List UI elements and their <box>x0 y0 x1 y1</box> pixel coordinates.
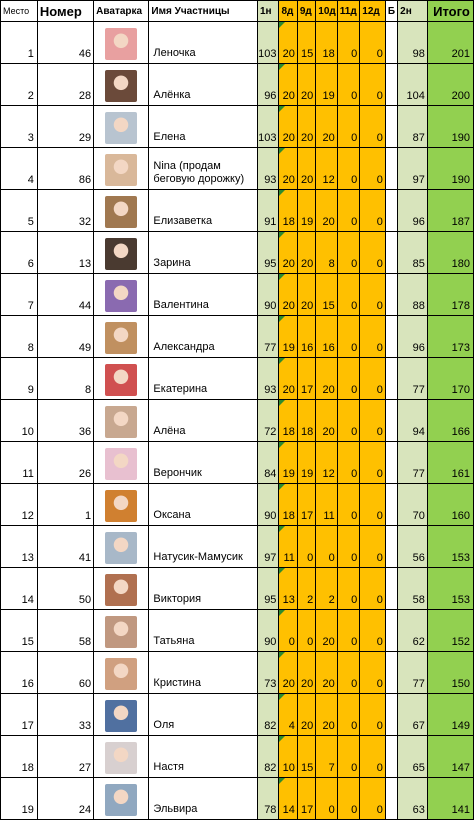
header-place: Место <box>1 1 38 22</box>
cell-bonus <box>385 610 397 652</box>
cell-week2: 77 <box>398 358 428 400</box>
cell-day8: 10 <box>279 736 297 778</box>
cell-week2: 88 <box>398 274 428 316</box>
cell-week2: 58 <box>398 568 428 610</box>
cell-day11: 0 <box>337 400 360 442</box>
cell-week2: 67 <box>398 694 428 736</box>
header-name: Имя Участницы <box>149 1 258 22</box>
cell-bonus <box>385 22 397 64</box>
cell-name: Зарина <box>149 232 258 274</box>
cell-total: 161 <box>427 442 473 484</box>
cell-day11: 0 <box>337 484 360 526</box>
cell-bonus <box>385 400 397 442</box>
cell-total: 190 <box>427 148 473 190</box>
cell-day10: 0 <box>316 526 338 568</box>
cell-day10: 20 <box>316 106 338 148</box>
table-row <box>1 148 474 190</box>
cell-day12: 0 <box>360 316 386 358</box>
cell-week2: 77 <box>398 442 428 484</box>
cell-week1: 93 <box>257 358 279 400</box>
header-row <box>1 1 474 22</box>
cell-day10: 2 <box>316 568 338 610</box>
cell-week1: 90 <box>257 484 279 526</box>
cell-day9: 15 <box>297 22 315 64</box>
cell-day12: 0 <box>360 442 386 484</box>
cell-total: 201 <box>427 22 473 64</box>
cell-week2: 98 <box>398 22 428 64</box>
cell-number: 26 <box>37 442 93 484</box>
table-row <box>1 442 474 484</box>
cell-day9: 0 <box>297 610 315 652</box>
cell-day10: 0 <box>316 778 338 820</box>
cell-day8: 18 <box>279 400 297 442</box>
cell-day11: 0 <box>337 22 360 64</box>
cell-day10: 20 <box>316 652 338 694</box>
cell-bonus <box>385 694 397 736</box>
table-row <box>1 568 474 610</box>
cell-avatar <box>94 610 149 652</box>
cell-day11: 0 <box>337 442 360 484</box>
table-row <box>1 358 474 400</box>
header-week1: 1н <box>257 1 279 22</box>
cell-name: Кристина <box>149 652 258 694</box>
avatar-image <box>105 154 137 186</box>
cell-avatar <box>94 190 149 232</box>
cell-day12: 0 <box>360 694 386 736</box>
avatar-image <box>105 448 137 480</box>
cell-day9: 20 <box>297 274 315 316</box>
avatar-image <box>105 70 137 102</box>
cell-day12: 0 <box>360 526 386 568</box>
cell-day8: 20 <box>279 652 297 694</box>
cell-avatar <box>94 778 149 820</box>
cell-bonus <box>385 736 397 778</box>
cell-day12: 0 <box>360 274 386 316</box>
cell-place: 3 <box>1 106 38 148</box>
cell-week1: 91 <box>257 190 279 232</box>
cell-total: 141 <box>427 778 473 820</box>
cell-bonus <box>385 232 397 274</box>
cell-bonus <box>385 316 397 358</box>
cell-day12: 0 <box>360 22 386 64</box>
cell-avatar <box>94 526 149 568</box>
cell-name: Елена <box>149 106 258 148</box>
table-row <box>1 652 474 694</box>
cell-day11: 0 <box>337 736 360 778</box>
cell-day11: 0 <box>337 274 360 316</box>
cell-place: 2 <box>1 64 38 106</box>
cell-day8: 19 <box>279 442 297 484</box>
cell-bonus <box>385 442 397 484</box>
cell-avatar <box>94 694 149 736</box>
cell-week2: 56 <box>398 526 428 568</box>
cell-bonus <box>385 106 397 148</box>
cell-day11: 0 <box>337 610 360 652</box>
cell-day10: 12 <box>316 442 338 484</box>
cell-week1: 95 <box>257 232 279 274</box>
cell-week1: 73 <box>257 652 279 694</box>
cell-name: Верончик <box>149 442 258 484</box>
cell-day9: 17 <box>297 484 315 526</box>
cell-total: 190 <box>427 106 473 148</box>
cell-day9: 20 <box>297 232 315 274</box>
table-row <box>1 316 474 358</box>
cell-number: 28 <box>37 64 93 106</box>
cell-week2: 85 <box>398 232 428 274</box>
cell-day11: 0 <box>337 190 360 232</box>
cell-name: Алёна <box>149 400 258 442</box>
cell-day10: 18 <box>316 22 338 64</box>
avatar-image <box>105 574 137 606</box>
cell-name: Nina (продам беговую дорожку) <box>149 148 258 190</box>
cell-avatar <box>94 274 149 316</box>
cell-day10: 20 <box>316 610 338 652</box>
cell-day8: 20 <box>279 106 297 148</box>
cell-number: 29 <box>37 106 93 148</box>
cell-day12: 0 <box>360 778 386 820</box>
cell-day9: 0 <box>297 526 315 568</box>
cell-day10: 20 <box>316 694 338 736</box>
cell-number: 86 <box>37 148 93 190</box>
cell-day12: 0 <box>360 148 386 190</box>
cell-total: 150 <box>427 652 473 694</box>
cell-name: Татьяна <box>149 610 258 652</box>
avatar-image <box>105 28 137 60</box>
table-row <box>1 190 474 232</box>
cell-avatar <box>94 232 149 274</box>
cell-name: Настя <box>149 736 258 778</box>
cell-day9: 20 <box>297 106 315 148</box>
cell-total: 160 <box>427 484 473 526</box>
cell-bonus <box>385 568 397 610</box>
cell-number: 50 <box>37 568 93 610</box>
cell-avatar <box>94 484 149 526</box>
cell-total: 173 <box>427 316 473 358</box>
cell-number: 27 <box>37 736 93 778</box>
cell-day9: 2 <box>297 568 315 610</box>
header-week2: 2н <box>398 1 428 22</box>
cell-total: 147 <box>427 736 473 778</box>
cell-week1: 96 <box>257 64 279 106</box>
cell-place: 12 <box>1 484 38 526</box>
cell-place: 19 <box>1 778 38 820</box>
cell-day8: 20 <box>279 148 297 190</box>
cell-day9: 20 <box>297 652 315 694</box>
cell-place: 16 <box>1 652 38 694</box>
cell-day12: 0 <box>360 232 386 274</box>
cell-day11: 0 <box>337 526 360 568</box>
avatar-image <box>105 658 137 690</box>
cell-day10: 15 <box>316 274 338 316</box>
table-row <box>1 274 474 316</box>
cell-number: 24 <box>37 778 93 820</box>
cell-bonus <box>385 358 397 400</box>
header-avatar: Аватарка <box>94 1 149 22</box>
cell-name: Эльвира <box>149 778 258 820</box>
cell-week1: 103 <box>257 106 279 148</box>
header-number: Номер <box>37 1 93 22</box>
cell-place: 11 <box>1 442 38 484</box>
cell-week1: 95 <box>257 568 279 610</box>
cell-day11: 0 <box>337 148 360 190</box>
cell-day12: 0 <box>360 568 386 610</box>
cell-number: 41 <box>37 526 93 568</box>
cell-day12: 0 <box>360 736 386 778</box>
cell-place: 7 <box>1 274 38 316</box>
cell-day9: 19 <box>297 442 315 484</box>
avatar-image <box>105 784 137 816</box>
cell-day10: 12 <box>316 148 338 190</box>
cell-place: 10 <box>1 400 38 442</box>
cell-bonus <box>385 484 397 526</box>
cell-week2: 87 <box>398 106 428 148</box>
cell-day11: 0 <box>337 316 360 358</box>
cell-day10: 20 <box>316 190 338 232</box>
cell-week2: 70 <box>398 484 428 526</box>
cell-total: 166 <box>427 400 473 442</box>
cell-day9: 16 <box>297 316 315 358</box>
cell-day11: 0 <box>337 232 360 274</box>
cell-day8: 20 <box>279 64 297 106</box>
cell-total: 170 <box>427 358 473 400</box>
cell-day8: 11 <box>279 526 297 568</box>
table-row <box>1 484 474 526</box>
avatar-image <box>105 406 137 438</box>
cell-total: 153 <box>427 526 473 568</box>
cell-week2: 94 <box>398 400 428 442</box>
cell-week1: 97 <box>257 526 279 568</box>
table-row <box>1 526 474 568</box>
cell-week1: 82 <box>257 736 279 778</box>
cell-bonus <box>385 148 397 190</box>
cell-day9: 17 <box>297 358 315 400</box>
table-row <box>1 778 474 820</box>
cell-week1: 77 <box>257 316 279 358</box>
cell-name: Валентина <box>149 274 258 316</box>
header-total: Итого <box>427 1 473 22</box>
avatar-image <box>105 742 137 774</box>
cell-place: 4 <box>1 148 38 190</box>
cell-day11: 0 <box>337 358 360 400</box>
cell-avatar <box>94 652 149 694</box>
cell-day10: 16 <box>316 316 338 358</box>
header-day11: 11д <box>337 1 360 22</box>
cell-place: 15 <box>1 610 38 652</box>
cell-bonus <box>385 526 397 568</box>
cell-name: Виктория <box>149 568 258 610</box>
cell-day12: 0 <box>360 484 386 526</box>
cell-day11: 0 <box>337 106 360 148</box>
header-day9: 9д <box>297 1 315 22</box>
cell-avatar <box>94 64 149 106</box>
table-row <box>1 232 474 274</box>
cell-avatar <box>94 358 149 400</box>
cell-bonus <box>385 778 397 820</box>
cell-place: 1 <box>1 22 38 64</box>
avatar-image <box>105 616 137 648</box>
cell-day9: 18 <box>297 400 315 442</box>
cell-week2: 62 <box>398 610 428 652</box>
cell-day8: 0 <box>279 610 297 652</box>
cell-number: 58 <box>37 610 93 652</box>
header-day10: 10д <box>316 1 338 22</box>
cell-day10: 8 <box>316 232 338 274</box>
avatar-image <box>105 238 137 270</box>
cell-day10: 20 <box>316 400 338 442</box>
cell-place: 9 <box>1 358 38 400</box>
cell-number: 49 <box>37 316 93 358</box>
cell-bonus <box>385 652 397 694</box>
table-row <box>1 400 474 442</box>
cell-avatar <box>94 736 149 778</box>
cell-day8: 19 <box>279 316 297 358</box>
cell-week2: 65 <box>398 736 428 778</box>
cell-week1: 78 <box>257 778 279 820</box>
table-row <box>1 64 474 106</box>
header-day8: 8д <box>279 1 297 22</box>
cell-week1: 82 <box>257 694 279 736</box>
cell-day9: 20 <box>297 148 315 190</box>
cell-day8: 20 <box>279 232 297 274</box>
cell-number: 46 <box>37 22 93 64</box>
avatar-image <box>105 532 137 564</box>
cell-day9: 17 <box>297 778 315 820</box>
cell-name: Оля <box>149 694 258 736</box>
cell-week1: 72 <box>257 400 279 442</box>
cell-day11: 0 <box>337 694 360 736</box>
cell-day8: 20 <box>279 22 297 64</box>
cell-week2: 104 <box>398 64 428 106</box>
header-day12: 12д <box>360 1 386 22</box>
cell-day8: 20 <box>279 358 297 400</box>
cell-day9: 15 <box>297 736 315 778</box>
cell-number: 32 <box>37 190 93 232</box>
cell-day11: 0 <box>337 64 360 106</box>
cell-place: 17 <box>1 694 38 736</box>
cell-number: 8 <box>37 358 93 400</box>
avatar-image <box>105 112 137 144</box>
cell-day12: 0 <box>360 190 386 232</box>
table-row <box>1 736 474 778</box>
cell-place: 6 <box>1 232 38 274</box>
avatar-image <box>105 700 137 732</box>
cell-number: 60 <box>37 652 93 694</box>
cell-week1: 93 <box>257 148 279 190</box>
cell-day8: 20 <box>279 274 297 316</box>
table-row <box>1 106 474 148</box>
cell-day12: 0 <box>360 652 386 694</box>
cell-week2: 96 <box>398 190 428 232</box>
cell-name: Оксана <box>149 484 258 526</box>
cell-day12: 0 <box>360 106 386 148</box>
cell-number: 1 <box>37 484 93 526</box>
avatar-image <box>105 364 137 396</box>
cell-day8: 13 <box>279 568 297 610</box>
cell-day10: 19 <box>316 64 338 106</box>
cell-place: 18 <box>1 736 38 778</box>
cell-day8: 4 <box>279 694 297 736</box>
cell-name: Леночка <box>149 22 258 64</box>
cell-day8: 18 <box>279 484 297 526</box>
table-row <box>1 22 474 64</box>
avatar-image <box>105 196 137 228</box>
cell-avatar <box>94 148 149 190</box>
cell-day10: 20 <box>316 358 338 400</box>
cell-avatar <box>94 22 149 64</box>
cell-total: 153 <box>427 568 473 610</box>
cell-bonus <box>385 274 397 316</box>
table-row <box>1 610 474 652</box>
cell-avatar <box>94 316 149 358</box>
cell-total: 149 <box>427 694 473 736</box>
cell-day11: 0 <box>337 778 360 820</box>
cell-place: 14 <box>1 568 38 610</box>
cell-avatar <box>94 106 149 148</box>
cell-number: 44 <box>37 274 93 316</box>
cell-week1: 84 <box>257 442 279 484</box>
cell-place: 5 <box>1 190 38 232</box>
cell-day12: 0 <box>360 610 386 652</box>
avatar-image <box>105 490 137 522</box>
cell-week1: 90 <box>257 274 279 316</box>
avatar-image <box>105 280 137 312</box>
cell-bonus <box>385 190 397 232</box>
cell-name: Екатерина <box>149 358 258 400</box>
avatar-image <box>105 322 137 354</box>
cell-day10: 7 <box>316 736 338 778</box>
cell-week1: 103 <box>257 22 279 64</box>
cell-name: Александра <box>149 316 258 358</box>
cell-day9: 20 <box>297 64 315 106</box>
cell-name: Елизаветка <box>149 190 258 232</box>
cell-week2: 97 <box>398 148 428 190</box>
cell-week2: 96 <box>398 316 428 358</box>
cell-day9: 20 <box>297 694 315 736</box>
cell-day12: 0 <box>360 400 386 442</box>
cell-total: 200 <box>427 64 473 106</box>
table-row <box>1 694 474 736</box>
header-bonus: Б <box>385 1 397 22</box>
cell-day9: 19 <box>297 190 315 232</box>
cell-total: 180 <box>427 232 473 274</box>
cell-day11: 0 <box>337 568 360 610</box>
cell-week2: 77 <box>398 652 428 694</box>
cell-week2: 63 <box>398 778 428 820</box>
cell-number: 33 <box>37 694 93 736</box>
cell-avatar <box>94 400 149 442</box>
cell-bonus <box>385 64 397 106</box>
cell-day12: 0 <box>360 358 386 400</box>
cell-week1: 90 <box>257 610 279 652</box>
cell-avatar <box>94 442 149 484</box>
cell-place: 13 <box>1 526 38 568</box>
cell-day11: 0 <box>337 652 360 694</box>
cell-avatar <box>94 568 149 610</box>
cell-place: 8 <box>1 316 38 358</box>
cell-day8: 18 <box>279 190 297 232</box>
cell-number: 36 <box>37 400 93 442</box>
cell-total: 178 <box>427 274 473 316</box>
cell-name: Натусик-Мамусик <box>149 526 258 568</box>
cell-day12: 0 <box>360 64 386 106</box>
cell-name: Алёнка <box>149 64 258 106</box>
cell-total: 187 <box>427 190 473 232</box>
cell-total: 152 <box>427 610 473 652</box>
cell-day10: 11 <box>316 484 338 526</box>
cell-day8: 14 <box>279 778 297 820</box>
cell-number: 13 <box>37 232 93 274</box>
